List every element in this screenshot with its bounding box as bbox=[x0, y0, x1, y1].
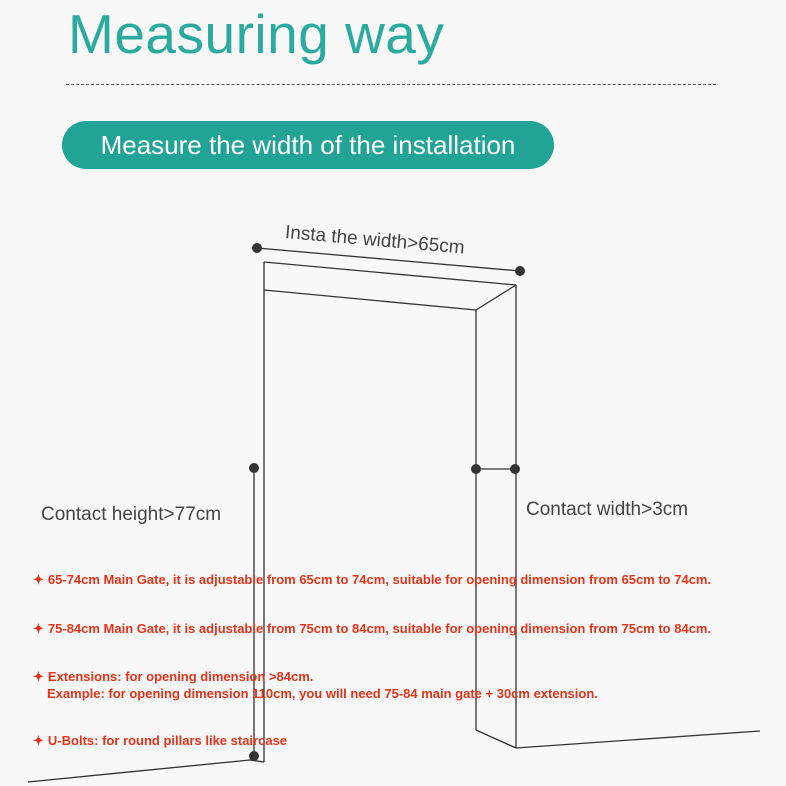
contact-dot-right bbox=[510, 464, 520, 474]
height-dot-top bbox=[249, 463, 259, 473]
width-label: Insta the width>65cm bbox=[284, 222, 466, 259]
star-icon: ✦ bbox=[33, 733, 44, 748]
star-icon: ✦ bbox=[33, 621, 44, 636]
star-icon: ✦ bbox=[33, 669, 44, 684]
note-u-bolts: ✦ U-Bolts: for round pillars like staircase bbox=[33, 733, 288, 748]
contact-width-label: Contact width>3cm bbox=[526, 499, 689, 520]
section-banner: Measure the width of the installation bbox=[62, 121, 554, 169]
frame-diagonal bbox=[476, 285, 516, 310]
floor-right bbox=[516, 731, 760, 748]
frame-top-outer bbox=[264, 262, 516, 285]
height-label: Contact height>77cm bbox=[41, 504, 222, 525]
note-extensions: ✦ Extensions: for opening dimension >84cm. bbox=[33, 669, 314, 684]
floor-left bbox=[28, 760, 250, 782]
contact-dot-left bbox=[471, 464, 481, 474]
width-dot-right bbox=[515, 266, 525, 276]
frame-right-bottom bbox=[476, 730, 516, 748]
page-title: Measuring way bbox=[68, 3, 445, 65]
note-main-gate-65: ✦ 65-74cm Main Gate, it is adjustable from 65cm to 74cm, suitable for opening dimension from 65cm to 74cm. bbox=[33, 572, 712, 587]
frame-top-inner bbox=[264, 290, 476, 310]
width-dot-left bbox=[252, 243, 262, 253]
height-dot-bottom bbox=[249, 751, 259, 761]
note-main-gate-75: ✦ 75-84cm Main Gate, it is adjustable from 75cm to 84cm, suitable for opening dimension from 75cm to 84cm. bbox=[33, 621, 712, 636]
star-icon: ✦ bbox=[33, 572, 44, 587]
note-extensions-example: Example: for opening dimension 110cm, you will need 75-84 main gate + 30cm extension. bbox=[47, 686, 598, 701]
